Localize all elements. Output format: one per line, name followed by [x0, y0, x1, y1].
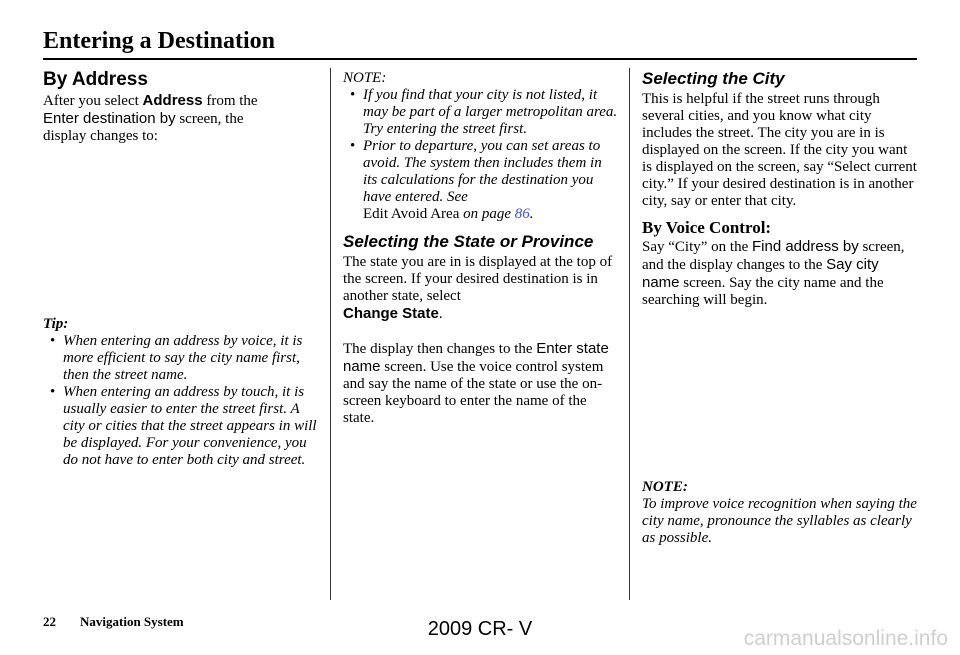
edit-avoid-area-ref: Edit Avoid Area — [363, 206, 460, 222]
page-86-link[interactable]: 86 — [514, 206, 530, 222]
note-item: • Prior to departure, you can set areas to avoid. The system then includes them in its calculations for the destination you have entered. See Edit Avoid Area on page 86. — [350, 138, 602, 222]
enter-destination-by-term: Enter destination by — [43, 110, 176, 127]
note-label: NOTE: — [642, 479, 688, 495]
by-address-heading: By Address — [43, 69, 148, 90]
column-city — [642, 69, 920, 547]
column-by-address — [43, 69, 323, 469]
say-city-name-term: Say city name — [642, 256, 879, 291]
tip-item: • When entering an address by voice, it is more efficient to say the city name first, then the street name. — [50, 333, 303, 383]
column-divider-1 — [330, 68, 331, 600]
state-heading: Selecting the State or Province — [343, 232, 594, 251]
screen-image-placeholder — [642, 309, 920, 479]
note-list — [343, 87, 619, 223]
tip-item: • When entering an address by touch, it is usually easier to enter the street first. A city or cities that the street appears in will be displayed. For your convenience, you do not have to enter both city and street. — [50, 384, 317, 468]
by-address-intro: After you select Address from the Enter destination by screen, the display changes to: — [43, 92, 258, 144]
city-paragraph: This is helpful if the street runs through several cities, and you know what city includes the street. The city you are in is displayed on the screen. If the city you want is displayed on the screen, say “Select current city.” If your desired destination is in another city, say or enter that city. — [642, 91, 917, 209]
column-state — [343, 70, 619, 427]
title-divider — [43, 58, 917, 60]
footer-section-label: Navigation System — [80, 614, 184, 629]
voice-control-heading: By Voice Control: — [642, 218, 772, 237]
address-term: Address — [142, 92, 203, 109]
model-label: 2009 CR- V — [427, 618, 533, 640]
city-note-text: To improve voice recognition when saying the city name, pronounce the syllables as clearly as possible. — [642, 496, 917, 546]
tip-list — [43, 333, 323, 469]
state-paragraph-1: The state you are in is displayed at the top of the screen. If your desired destination is in another state, select Change State. — [343, 254, 613, 322]
city-heading: Selecting the City — [642, 69, 785, 88]
page-number: 22 — [43, 614, 56, 629]
find-address-by-term: Find address by — [751, 238, 859, 255]
watermark: carmanualsonline.info — [743, 627, 948, 650]
tip-label: Tip: — [43, 316, 69, 332]
note-item: • If you find that your city is not listed, it may be part of a larger metropolitan area. Try entering the street first. — [350, 87, 618, 137]
screen-image-placeholder — [43, 145, 323, 316]
change-state-term: Change State — [343, 305, 439, 322]
note-label: NOTE: — [343, 70, 387, 86]
page-title: Entering a Destination — [43, 28, 276, 54]
voice-control-paragraph: Say “City” on the Find address by screen, and the display changes to the Say city name screen. Say the city name and the searching will begin. — [642, 238, 905, 308]
state-paragraph-2: The display then changes to the Enter state name screen. Use the voice control system and say the name of the state or use the on-screen keyboard to enter the name of the state. — [343, 340, 609, 426]
column-divider-2 — [629, 68, 630, 600]
enter-state-name-term: Enter state name — [343, 340, 609, 375]
